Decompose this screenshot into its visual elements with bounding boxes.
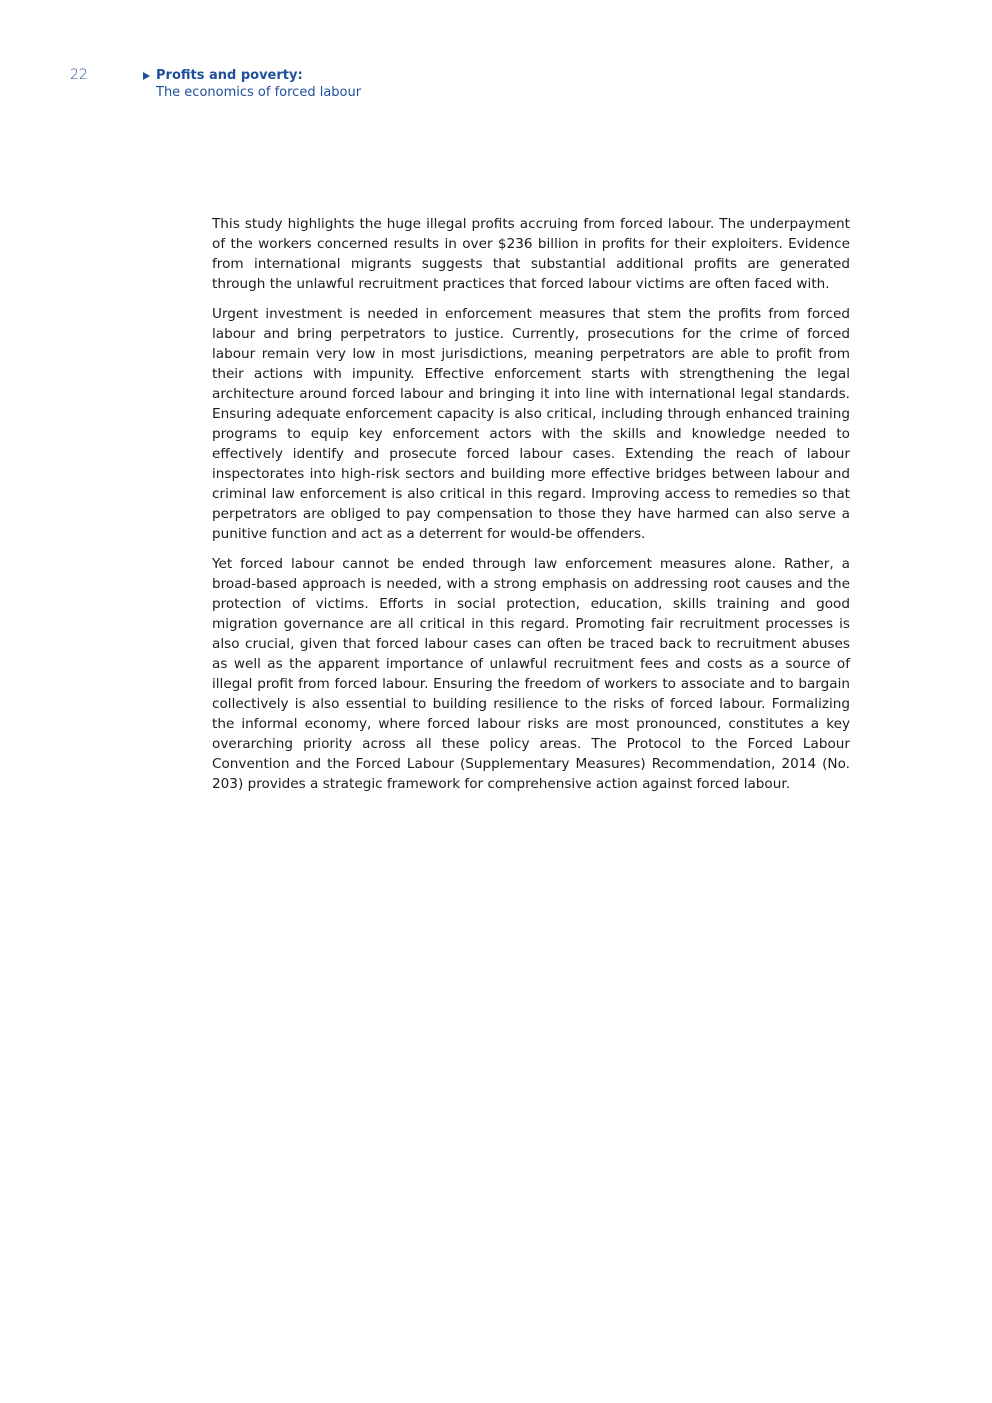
header-title: Profits and poverty: (156, 68, 303, 83)
running-header (143, 67, 361, 101)
paragraph-2: Urgent investment is needed in enforcement measures that stem the profits from forced labour and bring perpetrators to justice. Currently, prosecutions for the crime of forced labour remain very low in most jurisdictions, meaning perpetrators are able to profit from their actions with impunity. Effective enforcement starts with strengthening the legal architecture around forced labour and bringing it into line with international legal standards. Ensuring adequate enforcement capacity is also critical, including through enhanced training programs to equip key enforcement actors with the skills and knowledge needed to effectively identify and prosecute forced labour cases. Extending the reach of labour inspectorates into high-risk sectors and building more effective bridges between labour and criminal law enforcement is also critical in this regard. Improving access to remedies so that perpetrators are obliged to pay compensation to those they have harmed can also serve a punitive function and act as a deterrent for would-be offenders. (212, 306, 850, 542)
triangle-right-icon (143, 72, 150, 80)
body-text (212, 214, 850, 804)
paragraph-3: Yet forced labour cannot be ended through law enforcement measures alone. Rather, a broad-based approach is needed, with a strong emphasis on addressing root causes and the protection of victims. Efforts in social protection, education, skills training and good migration governance are all critical in this regard. Promoting fair recruitment processes is also crucial, given that forced labour cases can often be traced back to recruitment abuses as well as the apparent importance of unlawful recruitment fees and costs as a source of illegal profit from forced labour. Ensuring the freedom of workers to associate and to bargain collectively is also essential to building resilience to the risks of forced labour. Formalizing the informal economy, where forced labour risks are most pronounced, constitutes a key overarching priority across all these policy areas. The Protocol to the Forced Labour Convention and the Forced Labour (Supplementary Measures) Recommendation, 2014 (No. 203) provides a strategic framework for comprehensive action against forced labour. (212, 556, 850, 792)
paragraph-1: This study highlights the huge illegal profits accruing from forced labour. The underpayment of the workers concerned results in over $236 billion in profits for their exploiters. Evidence from international migrants suggests that substantial additional profits are generated through the unlawful recruitment practices that forced labour victims are often faced with. (212, 216, 850, 292)
page-number: 22 (70, 67, 88, 83)
header-subtitle: The economics of forced labour (156, 85, 362, 100)
header-title-row (143, 67, 361, 84)
